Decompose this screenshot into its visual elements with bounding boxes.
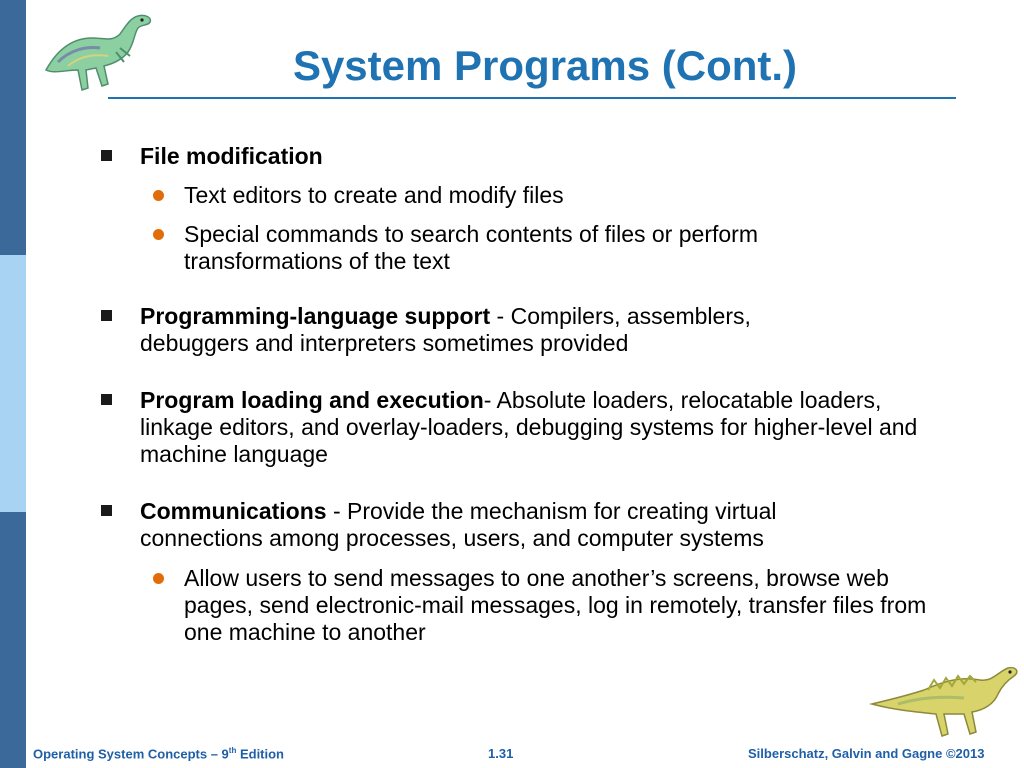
bullet-file-modification (140, 143, 940, 170)
square-bullet-icon (101, 310, 112, 321)
bullet-title: Program loading and execution (140, 387, 484, 413)
bullet-title: Programming-language support (140, 303, 491, 329)
bullet-text: - Compilers, assemblers, debuggers and interpreters sometimes provided (140, 303, 751, 356)
square-bullet-icon (101, 150, 112, 161)
round-bullet-icon (153, 573, 164, 584)
sidebar-segment-top (0, 0, 26, 255)
bullet-communications (140, 498, 870, 552)
bullet-programming-language-support (140, 303, 840, 357)
title-underline (108, 97, 956, 99)
bullet-text: - Provide the mechanism for creating virtual connections among processes, users, and computer systems (140, 498, 777, 551)
footer-superscript: th (228, 746, 237, 755)
footer-copyright: Silberschatz, Galvin and Gagne ©2013 (748, 746, 985, 761)
sidebar-segment-middle (0, 255, 26, 512)
footer-page-number: 1.31 (488, 746, 514, 761)
dinosaur-icon (38, 8, 158, 96)
bullet-title: File modification (140, 143, 323, 169)
bullet-program-loading (140, 387, 930, 468)
sidebar-segment-bottom (0, 512, 26, 768)
sub-bullet-allow-users: Allow users to send messages to one another’s screens, browse web pages, send electronic-mail messages, log in remotely, transfer files from one machine to another (184, 565, 927, 645)
bullet-title: Communications (140, 498, 327, 524)
square-bullet-icon (101, 505, 112, 516)
round-bullet-icon (153, 229, 164, 240)
slide-title: System Programs (Cont.) (292, 42, 798, 89)
sidebar-stripe (0, 0, 26, 768)
square-bullet-icon (101, 394, 112, 405)
footer-text: Edition (236, 746, 285, 762)
sub-bullet-special-commands: Special commands to search contents of files or perform transformations of the text (184, 221, 758, 274)
footer-text: Operating System Concepts – 9 (33, 746, 229, 762)
footer-book-title (33, 746, 284, 761)
dinosaur-icon (868, 660, 1020, 740)
sub-bullet-text-editors: Text editors to create and modify files (184, 182, 564, 208)
bullet-text: - Absolute loaders, relocatable loaders, linkage editors, and overlay-loaders, debugging systems for higher-level and machine language (140, 387, 918, 467)
round-bullet-icon (153, 190, 164, 201)
